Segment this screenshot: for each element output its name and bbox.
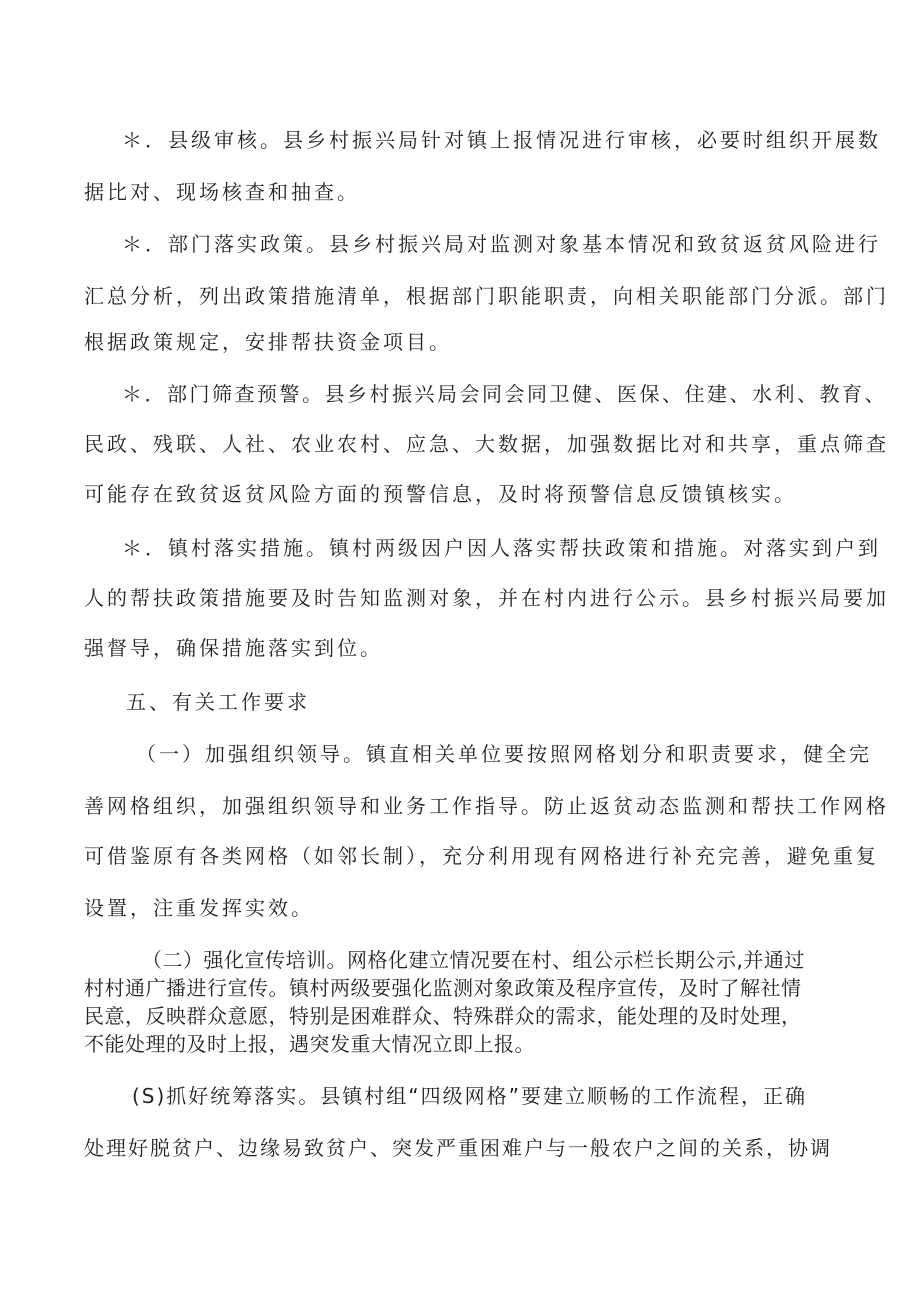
paragraph-6-line-3: 民意，反映群众意愿，特别是困难群众、特殊群众的需求，能处理的及时处理， [84, 1004, 802, 1028]
paragraph-3-line-2: 民政、残联、人社、农业农村、应急、大数据，加强数据比对和共享，重点筛查 [84, 432, 889, 456]
paragraph-2-line-1: ＊．部门落实政策。县乡村振兴局对监测对象基本情况和致贫返贫风险进行 [122, 232, 881, 256]
paragraph-4-line-1: ＊．镇村落实措施。镇村两级因户因人落实帮扶政策和措施。对落实到户到 [122, 536, 881, 560]
paragraph-1-line-2: 据比对、现场核查和抽查。 [84, 180, 360, 204]
paragraph-2-line-2: 汇总分析，列出政策措施清单，根据部门职能职责，向相关职能部门分派。部门 [84, 284, 889, 308]
paragraph-4-line-3: 强督导，确保措施落实到位。 [84, 636, 383, 660]
paragraph-5-line-2: 善网格组织，加强组织领导和业务工作指导。防止返贫动态监测和帮扶工作网格 [84, 794, 889, 818]
paragraph-1-line-1: ＊．县级审核。县乡村振兴局针对镇上报情况进行审核，必要时组织开展数 [122, 128, 881, 152]
paragraph-4-line-2: 人的帮扶政策措施要及时告知监测对象，并在村内进行公示。县乡村振兴局要加 [84, 586, 889, 610]
paragraph-7-line-1: (S)抓好统筹落实。县镇村组“四级网格”要建立顺畅的工作流程，正确 [132, 1084, 808, 1108]
paragraph-6-line-2: 村村通广播进行宣传。镇村两级要强化监测对象政策及程序宣传，及时了解社情 [84, 976, 802, 1000]
paragraph-6-line-4: 不能处理的及时上报，遇突发重大情况立即上报。 [84, 1032, 535, 1056]
paragraph-5-line-3: 可借鉴原有各类网格（如邻长制），充分利用现有网格进行补充完善，避免重复 [84, 844, 879, 868]
paragraph-5-line-1: （一）加强组织领导。镇直相关单位要按照网格划分和职责要求，健全完 [136, 742, 872, 766]
paragraph-3-line-1: ＊．部门筛查预警。县乡村振兴局会同会同卫健、医保、住建、水利、教育、 [122, 382, 887, 406]
paragraph-3-line-3: 可能存在致贫返贫风险方面的预警信息，及时将预警信息反馈镇核实。 [84, 482, 797, 506]
paragraph-7-line-2: 处理好脱贫户、边缘易致贫户、突发严重困难户与一般农户之间的关系，协调 [84, 1136, 832, 1160]
section-heading: 五、有关工作要求 [126, 690, 310, 714]
paragraph-6-line-1: （二）强化宣传培训。网格化建立情况要在村、组公示栏长期公示,并通过 [142, 948, 805, 972]
paragraph-2-line-3: 根据政策规定，安排帮扶资金项目。 [84, 330, 452, 354]
paragraph-5-line-4: 设置，注重发挥实效。 [84, 896, 314, 920]
